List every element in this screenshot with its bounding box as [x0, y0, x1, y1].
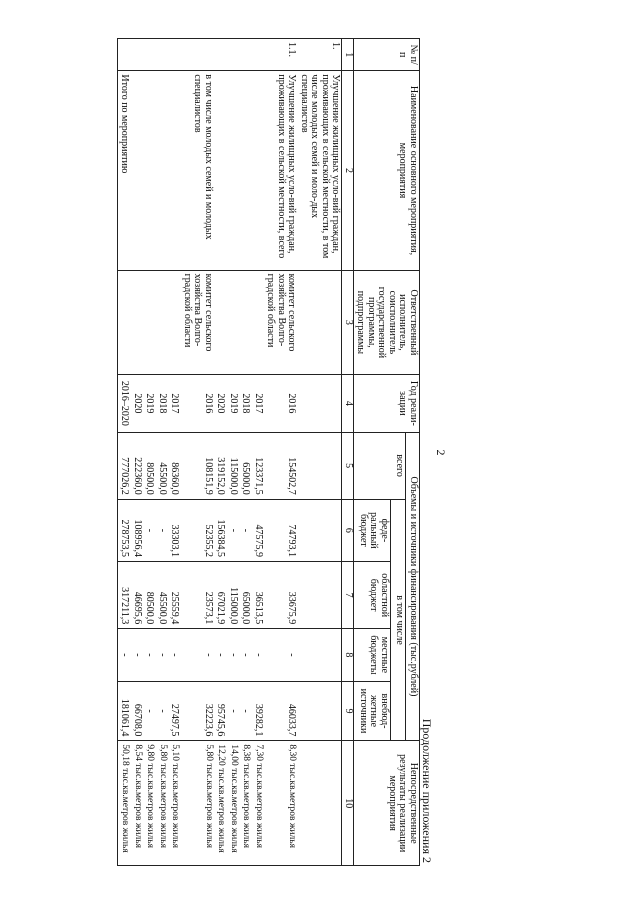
- regional-cell: 67021,9: [214, 562, 227, 629]
- result-cell: 12,20 тыс.кв.метров жилья: [214, 741, 227, 866]
- year-cell: 2018: [156, 375, 169, 432]
- table-row: [131, 39, 144, 866]
- total-cell: 65000,0: [239, 432, 252, 499]
- local-cell: -: [252, 629, 265, 681]
- federal-cell: 33303,1: [168, 499, 181, 561]
- col-number: 4: [342, 375, 354, 432]
- extrabudget-cell: 39282,1: [252, 681, 265, 741]
- header-including: в том числе: [391, 499, 407, 741]
- result-cell: 8,54 тыс.кв.метров жилья: [131, 741, 144, 866]
- total-cell: 154502,7: [264, 432, 298, 499]
- federal-cell: -: [156, 499, 169, 561]
- total-label: Итого по мероприятию: [118, 71, 131, 270]
- year-cell: 2016: [181, 375, 215, 432]
- extrabudget-cell: 27497,5: [168, 681, 181, 741]
- header-local: местные бюджеты: [354, 629, 391, 681]
- total-cell: 319152,0: [214, 432, 227, 499]
- total-cell: 222360,0: [131, 432, 144, 499]
- result-cell: 9,80 тыс.кв.метров жилья: [143, 741, 156, 866]
- extrabudget-cell: -: [239, 681, 252, 741]
- federal-cell: 52355,2: [181, 499, 215, 561]
- col-number: 10: [342, 741, 354, 866]
- result-cell: 5,10 тыс.кв.метров жилья: [168, 741, 181, 866]
- extrabudget-cell: -: [156, 681, 169, 741]
- extrabudget-cell: -: [143, 681, 156, 741]
- header-regional: областной бюджет: [354, 562, 391, 629]
- extrabudget-cell: 95745,6: [214, 681, 227, 741]
- table-row: [214, 39, 227, 866]
- total-cell: 86360,0: [168, 432, 181, 499]
- section-num: 1.: [298, 39, 343, 71]
- year-cell: 2019: [143, 375, 156, 432]
- col-number: 2: [342, 71, 354, 270]
- regional-cell: 25559,4: [168, 562, 181, 629]
- year-cell: 2020: [214, 375, 227, 432]
- table-row: [252, 39, 265, 866]
- col-number: 6: [342, 499, 354, 561]
- header-extrabudget: внебюд-жетные источники: [354, 681, 391, 741]
- federal-cell: 108956,4: [131, 499, 144, 561]
- regional-cell: 23573,1: [181, 562, 215, 629]
- table-row: [168, 39, 181, 866]
- year-cell: 2016: [264, 375, 298, 432]
- regional-cell: 115000,0: [227, 562, 240, 629]
- regional-cell: 33675,9: [264, 562, 298, 629]
- federal-cell: 47575,9: [252, 499, 265, 561]
- year-cell: 2016–2020: [118, 375, 131, 432]
- total-row: [118, 39, 131, 866]
- total-cell: 123371,5: [252, 432, 265, 499]
- regional-cell: 317211,3: [118, 562, 131, 629]
- result-cell: 5,80 тыс.кв.метров жилья: [156, 741, 169, 866]
- extrabudget-cell: 46033,7: [264, 681, 298, 741]
- result-cell: 8,38 тыс.кв.метров жилья: [239, 741, 252, 866]
- col-number: 8: [342, 629, 354, 681]
- total-cell: 45500,0: [156, 432, 169, 499]
- continuation-caption: Продолжение приложения 2: [420, 718, 434, 863]
- extrabudget-cell: 32223,6: [181, 681, 215, 741]
- federal-cell: -: [239, 499, 252, 561]
- col-number: 1: [342, 39, 354, 71]
- page-number: 2: [434, 449, 448, 456]
- total-cell: 777026,2: [118, 432, 131, 499]
- group-num: 1.1.: [264, 39, 298, 71]
- subgroup-name: в том числе молодых семей и молодых специалистов: [181, 71, 215, 270]
- table-row: [156, 39, 169, 866]
- group-name: Улучшение жилищных усло-вий граждан, проживающих в сельской местности, всего: [264, 71, 298, 270]
- total-cell: 115000,0: [227, 432, 240, 499]
- extrabudget-cell: 181061,4: [118, 681, 131, 741]
- local-cell: -: [239, 629, 252, 681]
- local-cell: -: [156, 629, 169, 681]
- year-cell: 2017: [168, 375, 181, 432]
- year-cell: 2019: [227, 375, 240, 432]
- header-row-1: [406, 39, 420, 866]
- table-row: [181, 39, 215, 866]
- regional-cell: 46695,6: [131, 562, 144, 629]
- year-cell: 2017: [252, 375, 265, 432]
- local-cell: -: [181, 629, 215, 681]
- table-row: [264, 39, 298, 866]
- col-number: 5: [342, 432, 354, 499]
- col-number: 9: [342, 681, 354, 741]
- total-cell: 80500,0: [143, 432, 156, 499]
- header-executor: Ответственный исполнитель, соисполнитель государственной программы, подпрограммы: [354, 270, 420, 375]
- regional-cell: 45500,0: [156, 562, 169, 629]
- federal-cell: 278753,5: [118, 499, 131, 561]
- header-year: Год реали-зации: [354, 375, 420, 432]
- result-cell: 8,30 тыс.кв.метров жилья: [264, 741, 298, 866]
- column-numbers-row: [342, 39, 354, 866]
- federal-cell: 156384,5: [214, 499, 227, 561]
- local-cell: -: [118, 629, 131, 681]
- col-number: 3: [342, 270, 354, 375]
- col-number: 7: [342, 562, 354, 629]
- result-cell: 5,80 тыс.кв.метров жилья: [181, 741, 215, 866]
- header-federal: феде-ральный бюджет: [354, 499, 391, 561]
- federal-cell: -: [227, 499, 240, 561]
- group-executor: комитет сельского хозяйства Волго-градской области: [264, 270, 298, 375]
- extrabudget-cell: -: [227, 681, 240, 741]
- section-name: Улучшение жилищных усло-вий граждан, проживающих в сельской местности, в том числе молодых семей и моло-дых специалистов: [298, 71, 343, 270]
- local-cell: -: [264, 629, 298, 681]
- header-result: Непосредственные результаты реализации мероприятия: [354, 741, 420, 866]
- year-cell: 2020: [131, 375, 144, 432]
- table-row: [143, 39, 156, 866]
- year-cell: 2018: [239, 375, 252, 432]
- section-row: [298, 39, 343, 866]
- total-cell: 108151,9: [181, 432, 215, 499]
- regional-cell: 65000,0: [239, 562, 252, 629]
- subgroup-executor: комитет сельского хозяйства Волго-градской области: [181, 270, 215, 375]
- funding-table: [117, 38, 420, 866]
- local-cell: -: [131, 629, 144, 681]
- result-cell: 7,30 тыс.кв.метров жилья: [252, 741, 265, 866]
- header-funding: Объемы и источники финансирования (тыс.рублей): [406, 432, 420, 741]
- local-cell: -: [227, 629, 240, 681]
- regional-cell: 36513,5: [252, 562, 265, 629]
- regional-cell: 80500,0: [143, 562, 156, 629]
- table-row: [239, 39, 252, 866]
- local-cell: -: [214, 629, 227, 681]
- header-num: № п/п: [354, 39, 420, 71]
- federal-cell: -: [143, 499, 156, 561]
- table-row: [227, 39, 240, 866]
- local-cell: -: [168, 629, 181, 681]
- extrabudget-cell: 66708,0: [131, 681, 144, 741]
- result-cell: 14,00 тыс.кв.метров жилья: [227, 741, 240, 866]
- header-total: всего: [354, 432, 407, 499]
- federal-cell: 74793,1: [264, 499, 298, 561]
- local-cell: -: [143, 629, 156, 681]
- result-cell: 50,18 тыс.кв.метров жилья: [118, 741, 131, 866]
- header-name: Наименование основного мероприятия, мероприятия: [354, 71, 420, 270]
